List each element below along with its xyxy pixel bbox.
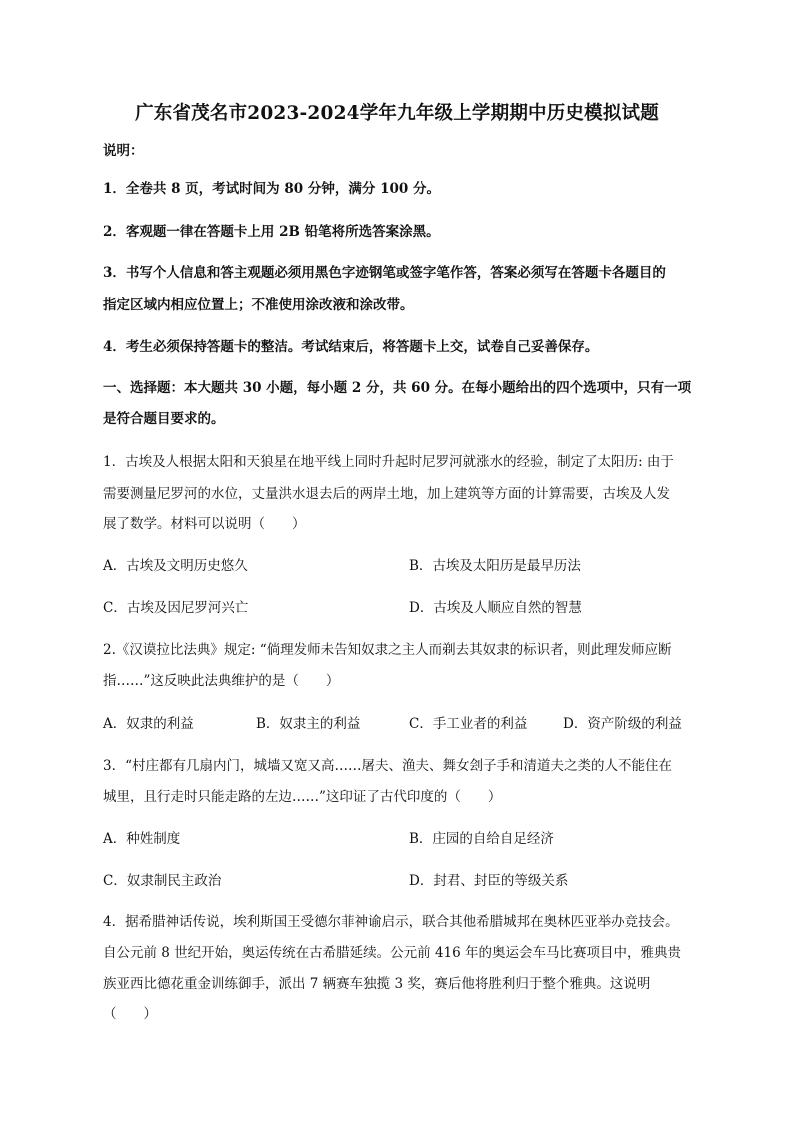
question-1-option-a: A．古埃及文明历史悠久 [103,558,248,574]
instruction-item: 1．全卷共 8 页，考试时间为 80 分钟，满分 100 分。 [103,181,440,197]
question-4-text: （ ） [103,1006,157,1022]
question-3-option-c: C．奴隶制民主政治 [103,873,222,889]
instruction-item: 4．考生必须保持答题卡的整洁。考试结束后，将答题卡上交，试卷自己妥善保存。 [103,339,599,355]
question-3-text: 3．“村庄都有几扇内门，城墙又宽又高……屠夫、渔夫、舞女刽子手和清道夫之类的人不能住在 [103,758,672,774]
instruction-item: 3．书写个人信息和答主观题必须用黑色字迹钢笔或签字笔作答，答案必须写在答题卡各题目的 [103,265,666,281]
question-1-option-c: C．古埃及因尼罗河兴亡 [103,600,249,616]
question-2-text: 2.《汉谟拉比法典》规定: “倘理发师未告知奴隶之主人而剃去其奴隶的标识者，则此理发师应断 [103,642,672,658]
section-heading: 一、选择题：本大题共 30 小题，每小题 2 分，共 60 分。在每小题给出的四个选项中，只有一项 [103,380,692,396]
question-3-option-b: B．庄园的自给自足经济 [409,831,554,847]
question-2-option-d: D．资产阶级的利益 [563,716,682,732]
question-4-text: 4．据希腊神话传说，埃利斯国王受德尔菲神谕启示，联合其他希腊城邦在奥林匹亚举办竞技会。 [103,914,679,930]
instruction-item: 指定区域内相应位置上；不准使用涂改液和涂改带。 [103,297,414,313]
question-3-option-a: A．种姓制度 [103,831,181,847]
question-2-option-b: B．奴隶主的利益 [256,716,361,732]
question-1-option-b: B．古埃及太阳历是最早历法 [409,558,581,574]
question-4-text: 自公元前 8 世纪开始，奥运传统在古希腊延续。公元前 416 年的奥运会车马比赛项目中，雅典贵 [103,945,682,961]
question-2-option-c: C．手工业者的利益 [409,716,528,732]
instructions-heading: 说明： [103,143,144,159]
question-3-text: 城里，且行走时只能走路的左边……”这印证了古代印度的（ ） [103,789,502,805]
question-2-text: 指……”这反映此法典维护的是（ ） [103,673,340,689]
question-1-text: 1．古埃及人根据太阳和天狼星在地平线上同时升起时尼罗河就涨水的经验，制定了太阳历: 由于 [103,454,674,470]
question-1-text: 展了数学。材料可以说明（ ） [103,516,306,532]
question-4-text: 族亚西比德花重金训练御手，派出 7 辆赛车独揽 3 奖，赛后他将胜利归于整个雅典。这说明 [103,976,651,992]
exam-title: 广东省茂名市2023-2024学年九年级上学期期中历史模拟试题 [135,103,659,124]
question-3-option-d: D．封君、封臣的等级关系 [409,873,569,889]
section-heading-continued: 是符合题目要求的。 [103,411,225,427]
question-1-option-d: D．古埃及人顺应自然的智慧 [409,600,582,616]
instruction-item: 2．客观题一律在答题卡上用 2B 铅笔将所选答案涂黑。 [103,224,440,240]
question-1-text: 需要测量尼罗河的水位，丈量洪水退去后的两岸土地，加上建筑等方面的计算需要，古埃及人发 [103,486,670,502]
question-2-option-a: A．奴隶的利益 [103,716,194,732]
